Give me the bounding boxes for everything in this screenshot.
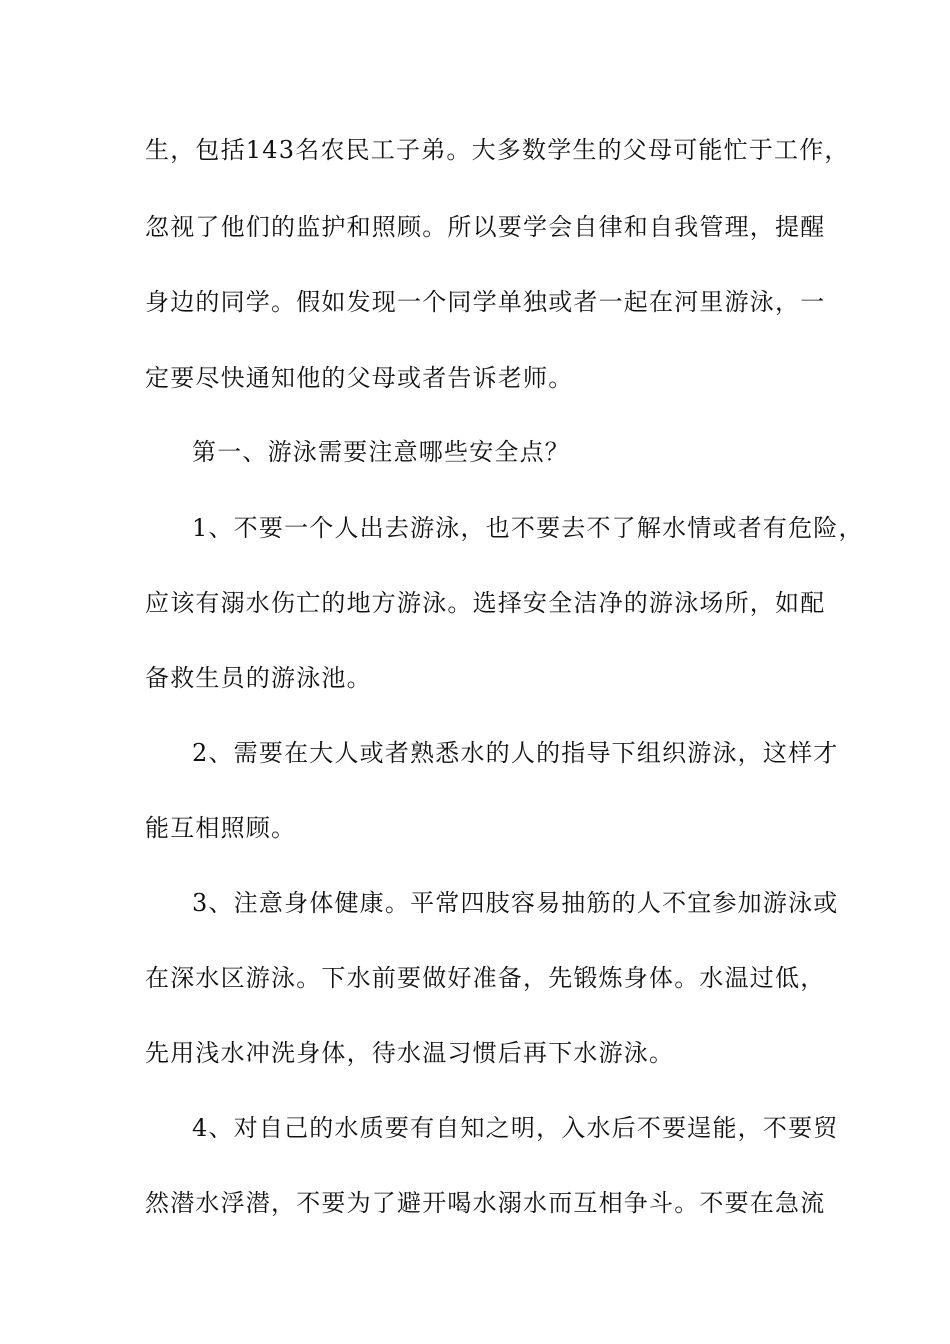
paragraph-line: 备救生员的游泳池。: [145, 664, 372, 692]
paragraph-line: 然潜水浮潜，不要为了避开喝水溺水而互相争斗。不要在急流: [145, 1189, 826, 1217]
paragraph-line: 身边的同学。假如发现一个同学单独或者一起在河里游泳，一: [145, 288, 826, 316]
paragraph-line: 2、需要在大人或者熟悉水的人的指导下组织游泳，这样才: [192, 739, 839, 767]
paragraph-line: 忽视了他们的监护和照顾。所以要学会自律和自我管理，提醒: [145, 213, 826, 241]
paragraph-line: 生，包括143名农民工子弟。大多数学生的父母可能忙于工作，: [145, 136, 850, 164]
paragraph-line: 4、对自己的水质要有自知之明，入水后不要逞能，不要贸: [192, 1114, 839, 1142]
paragraph-line: 3、注意身体健康。平常四肢容易抽筋的人不宜参加游泳或: [192, 889, 839, 917]
paragraph-line: 先用浅水冲洗身体，待水温习惯后再下水游泳。: [145, 1039, 675, 1067]
paragraph-line: 能互相照顾。: [145, 814, 297, 842]
paragraph-line: 定要尽快通知他的父母或者告诉老师。: [145, 364, 574, 392]
paragraph-line: 应该有溺水伤亡的地方游泳。选择安全洁净的游泳场所，如配: [145, 589, 826, 617]
paragraph-line: 1、不要一个人出去游泳，也不要去不了解水情或者有危险，: [192, 514, 864, 542]
section-heading: 第一、游泳需要注意哪些安全点？: [192, 438, 570, 466]
paragraph-line: 在深水区游泳。下水前要做好准备，先锻炼身体。水温过低，: [145, 964, 826, 992]
